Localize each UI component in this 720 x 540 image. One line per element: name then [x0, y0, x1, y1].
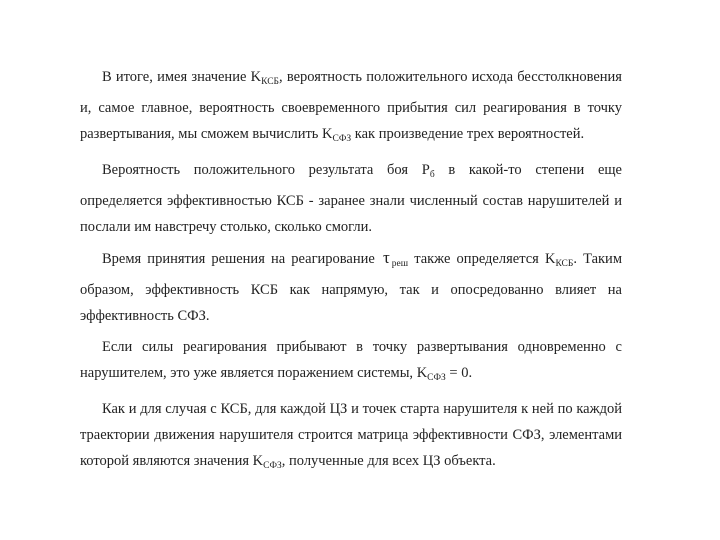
- text-run: В итоге, имея значение: [102, 69, 251, 85]
- symbol-letter: K: [252, 453, 264, 469]
- symbol-subscript: б: [429, 170, 435, 180]
- symbol-letter: K: [322, 126, 333, 142]
- text-run: Вероятность положительного результата боя: [102, 162, 422, 178]
- symbol-letter: K: [416, 365, 428, 381]
- symbol-subscript: СФЗ: [427, 373, 446, 383]
- k-sfz-symbol: [417, 365, 446, 381]
- symbol-letter: K: [250, 69, 262, 85]
- paragraph-decision-time: [80, 245, 622, 329]
- symbol-letter: P: [421, 162, 430, 178]
- text-run: также определяется: [408, 251, 545, 267]
- symbol-subscript: реш: [391, 259, 409, 269]
- paragraph-battle-probability: [80, 157, 622, 240]
- text-run: как произведение трех вероятностей.: [351, 126, 585, 142]
- k-sfz-symbol: [322, 126, 351, 142]
- text-run: Как и для случая с КСБ, для каждой ЦЗ и точек старта нарушителя к ней по каждой траектории движения нарушителя строится матрица эффективности СФЗ, элементами которой являются значения: [80, 401, 622, 469]
- paragraph-simultaneous-arrival: [80, 334, 622, 391]
- document-body: [80, 64, 622, 484]
- p-b-symbol: [422, 162, 435, 178]
- text-run: . Таким образом, эффективность КСБ как напрямую, так и опосредованно влияет на эффективность СФЗ.: [80, 251, 622, 324]
- tau-resh-symbol: [381, 248, 409, 269]
- text-run: в какой-то степени еще определяется эффективностью КСБ - заранее знали численный состав нарушителей и послали им навстречу столько, сколько смогли.: [80, 162, 622, 235]
- k-ksb-symbol: [545, 251, 573, 267]
- k-sfz-symbol: [253, 453, 282, 469]
- symbol-subscript: КСБ: [261, 77, 279, 87]
- symbol-letter: K: [544, 251, 556, 267]
- symbol-subscript: КСБ: [555, 259, 574, 269]
- k-ksb-symbol: [251, 69, 279, 85]
- symbol-letter: τ: [382, 248, 390, 267]
- text-run: , полученные для всех ЦЗ объекта.: [281, 453, 496, 469]
- text-run: Если силы реагирования прибывают в точку развертывания одновременно с нарушителем, это уже является поражением системы,: [80, 339, 622, 381]
- symbol-subscript: СФЗ: [332, 134, 352, 144]
- text-run: Время принятия решения на реагирование: [102, 251, 381, 267]
- symbol-subscript: СФЗ: [263, 461, 282, 471]
- text-run: = 0.: [445, 365, 473, 381]
- text-run: , вероятность положительного исхода бесстолкновения и, самое главное, вероятность своевременного прибытия сил реагирования в точку развертывания, мы сможем вычислить: [80, 69, 622, 142]
- paragraph-result: [80, 64, 622, 152]
- paragraph-efficiency-matrix: [80, 396, 622, 479]
